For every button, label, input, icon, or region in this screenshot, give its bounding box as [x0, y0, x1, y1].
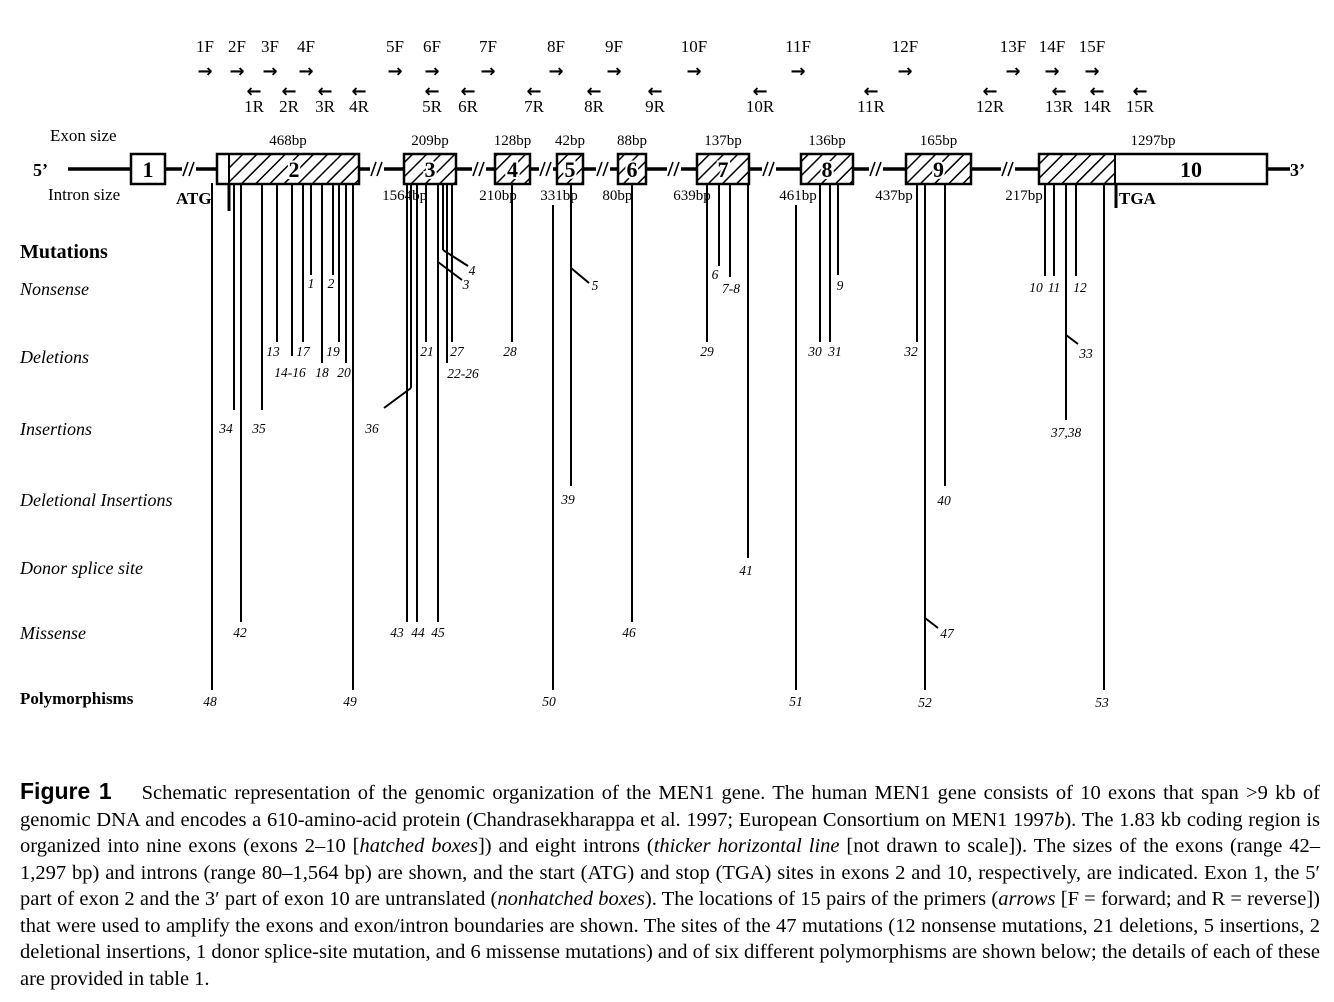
mutation-label: 29 — [700, 344, 714, 359]
primer-reverse-label: 4R — [349, 97, 369, 116]
arrow-right-icon: → — [229, 61, 245, 82]
intron-size: 461bp — [779, 188, 817, 204]
primer-forward-label: 5F — [386, 37, 404, 56]
category-donor-splice-site: Donor splice site — [20, 558, 143, 578]
primer-forward-label: 10F — [680, 37, 708, 56]
mutation-label: 34 — [219, 421, 233, 436]
primer-reverse-label: 12R — [975, 97, 1005, 116]
arrow-left-icon: ← — [1051, 81, 1067, 102]
arrow-right-icon: → — [897, 61, 913, 82]
exon-size: 42bp — [555, 133, 585, 149]
exon-3 — [404, 154, 456, 184]
primer-forward-label: 4F — [297, 37, 315, 56]
mutation-label: 37,38 — [1050, 425, 1082, 440]
exon-number: 7 — [717, 157, 729, 182]
mutation-label: 1 — [307, 276, 315, 291]
category-deletional-insertions: Deletional Insertions — [20, 490, 173, 510]
mutation-label: 18 — [315, 365, 329, 380]
primer-reverse-label: 1R — [244, 97, 264, 116]
arrow-left-icon: ← — [460, 81, 476, 102]
mutation-label: 14-16 — [274, 365, 306, 380]
arrow-left-icon: ← — [351, 81, 367, 102]
intron-size: 217bp — [1005, 188, 1043, 204]
exon-number: 5 — [564, 157, 576, 182]
intron-size-labels — [382, 188, 1043, 204]
exon-number: 1 — [142, 157, 154, 182]
exon-10 — [1039, 154, 1267, 184]
exon-number: 10 — [1180, 157, 1202, 182]
primer-reverse-label: 9R — [645, 97, 665, 116]
intron-size: 1564bp — [382, 188, 428, 204]
primer-forward-label: 2F — [228, 37, 246, 56]
mutation-label: 51 — [789, 694, 803, 709]
primer-reverse-label: 8R — [584, 97, 604, 116]
arrow-left-icon: ← — [424, 81, 440, 102]
primer-reverse-label: 5R — [422, 97, 442, 116]
arrow-right-icon: → — [790, 61, 806, 82]
mutation-label: 47 — [940, 626, 954, 641]
exon-size: 137bp — [704, 133, 742, 149]
primer-reverse-label: 14R — [1082, 97, 1112, 116]
forward-primers — [196, 37, 1105, 82]
exon-2 — [217, 154, 359, 184]
arrow-right-icon: → — [1044, 61, 1060, 82]
arrow-right-icon: → — [1084, 61, 1100, 82]
caption-text: Schematic representation of the genomic organization of the MEN1 gene. The human MEN1 gene consists of 10 exons that span >9 kb of genomic DNA and encodes a 610-amino-acid protein (Chandrasekharappa et al. 1997; European Consortium on MEN1 1997b). The 1.83 kb coding region is organized into nine exons (exons 2–10 [hatched boxes]) and eight introns (thicker horizontal line [not drawn to scale]). The sizes of the exons (range 42–1,297 bp) and introns (range 80–1,564 bp) are shown, and the start (ATG) and stop (TGA) sites in exons 2 and 10, respectively, are indicated. Exon 1, the 5′ part of exon 2 and the 3′ part of exon 10 are untranslated (nonhatched boxes). The locations of 15 pairs of the primers (arrows [F = forward; and R = reverse]) that were used to amplify the exons and exon/intron boundaries are shown. The sites of the 47 mutations (12 nonsense mutations, 21 deletions, 5 insertions, 2 deletional insertions, 1 donor splice-site mutation, and 6 missense mutations) and of six different polymorphisms are shown below; the details of each of these are provided in table 1. — [20, 782, 1321, 990]
mutation-label: 33 — [1079, 346, 1093, 361]
primer-forward-label: 9F — [605, 37, 623, 56]
arrow-left-icon: ← — [526, 81, 542, 102]
figure-label: Figure 1 — [20, 778, 112, 804]
atg-label: ATG — [176, 189, 212, 208]
mutation-label: 41 — [739, 563, 753, 578]
mutation-label: 28 — [503, 344, 517, 359]
arrow-right-icon: → — [197, 61, 213, 82]
exon-1 — [131, 154, 165, 184]
arrow-right-icon: → — [548, 61, 564, 82]
category-missense: Missense — [20, 623, 86, 643]
primer-reverse-label: 2R — [279, 97, 299, 116]
five-prime-label: 5’ — [33, 160, 48, 180]
arrow-right-icon: → — [606, 61, 622, 82]
primer-reverse-label: 11R — [857, 97, 885, 116]
intron-size: 437bp — [875, 188, 913, 204]
exon-4 — [495, 154, 530, 184]
primer-forward-label: 8F — [547, 37, 565, 56]
mutation-site-lines — [212, 183, 1104, 690]
exon-size: 128bp — [493, 133, 532, 149]
exon-size: 136bp — [808, 133, 846, 149]
mutation-label: 22-26 — [447, 366, 479, 381]
primer-forward-label: 14F — [1038, 37, 1066, 56]
mutation-label: 20 — [337, 365, 351, 380]
primer-forward-label: 1F — [196, 37, 214, 56]
mutation-label: 21 — [420, 344, 434, 359]
mutation-label: 2 — [327, 276, 335, 291]
mutation-label: 3 — [462, 277, 470, 292]
exon-size: 209bp — [411, 133, 449, 149]
exon-6 — [618, 154, 646, 184]
mutation-label: 36 — [365, 421, 379, 436]
primer-reverse-label: 13R — [1044, 97, 1074, 116]
mutation-label: 42 — [233, 625, 247, 640]
category-polymorphisms: Polymorphisms — [20, 689, 134, 708]
mutation-label: 45 — [431, 625, 445, 640]
exon-9 — [906, 154, 971, 184]
mutation-label: 35 — [252, 421, 266, 436]
mutation-label: 49 — [343, 694, 357, 709]
primer-forward-label: 6F — [423, 37, 441, 56]
exons — [131, 154, 1267, 184]
figure-caption — [20, 778, 1320, 992]
arrow-left-icon: ← — [647, 81, 663, 102]
arrow-left-icon: ← — [281, 81, 297, 102]
mutation-label: 12 — [1073, 280, 1087, 295]
primer-forward-label: 12F — [891, 37, 919, 56]
exon-number: 3 — [424, 157, 436, 182]
primer-forward-label: 13F — [999, 37, 1027, 56]
mutation-label: 30 — [808, 344, 822, 359]
primer-forward-label: 7F — [479, 37, 497, 56]
exon-size: 1297bp — [1130, 133, 1176, 149]
primer-reverse-label: 15R — [1125, 97, 1155, 116]
mutation-label: 53 — [1095, 695, 1109, 710]
intron-size: 639bp — [673, 188, 711, 204]
mutation-label: 31 — [828, 344, 842, 359]
exon-number: 9 — [933, 157, 944, 182]
arrow-right-icon: → — [262, 61, 278, 82]
arrow-left-icon: ← — [863, 81, 879, 102]
exon-size-label: Exon size — [50, 126, 117, 145]
primer-forward-label: 15F — [1078, 37, 1106, 56]
intron-size: 80bp — [602, 188, 633, 204]
mutation-label: 10 — [1029, 280, 1043, 295]
intron-size: 210bp — [479, 188, 517, 204]
arrow-right-icon: → — [387, 61, 403, 82]
exon-size-labels — [269, 133, 1175, 149]
mutation-label: 6 — [711, 267, 719, 282]
exon-8 — [801, 154, 853, 184]
arrow-left-icon: ← — [1089, 81, 1105, 102]
mutation-label: 4 — [468, 263, 476, 278]
primer-reverse-label: 3R — [315, 97, 335, 116]
primer-reverse-label: 6R — [458, 97, 478, 116]
arrow-right-icon: → — [1005, 61, 1021, 82]
exon-number: 4 — [507, 157, 518, 182]
mutation-label: 39 — [561, 492, 575, 507]
exon-number: 8 — [821, 157, 833, 182]
arrow-left-icon: ← — [982, 81, 998, 102]
reverse-primers — [244, 81, 1155, 116]
exon-size: 468bp — [269, 133, 307, 149]
intron-size: 331bp — [540, 188, 578, 204]
mutation-label: 11 — [1047, 280, 1061, 295]
three-prime-label: 3’ — [1290, 160, 1305, 180]
exon-5 — [557, 154, 583, 184]
mutation-label: 46 — [622, 625, 636, 640]
arrow-right-icon: → — [424, 61, 440, 82]
mutation-label: 7-8 — [722, 281, 740, 296]
mutations-heading: Mutations — [20, 241, 108, 263]
exon-size: 165bp — [919, 133, 958, 149]
primer-reverse-label: 7R — [524, 97, 544, 116]
primer-reverse-label: 10R — [745, 97, 775, 116]
mutation-label: 9 — [836, 278, 844, 293]
exon-number: 2 — [288, 157, 300, 182]
mutation-label: 40 — [937, 493, 951, 508]
mutation-label: 50 — [542, 694, 556, 709]
arrow-right-icon: → — [480, 61, 496, 82]
arrow-right-icon: → — [686, 61, 702, 82]
mutation-label: 19 — [326, 344, 340, 359]
mutation-label: 17 — [296, 344, 310, 359]
mutation-label: 44 — [411, 625, 425, 640]
mutation-label: 5 — [591, 278, 599, 293]
exon-size: 88bp — [617, 133, 647, 149]
arrow-left-icon: ← — [317, 81, 333, 102]
arrow-left-icon: ← — [1132, 81, 1148, 102]
mutation-label: 43 — [390, 625, 404, 640]
mutation-label: 52 — [918, 695, 932, 710]
mutation-label: 13 — [266, 344, 280, 359]
primer-forward-label: 11F — [785, 37, 811, 56]
category-insertions: Insertions — [20, 419, 92, 439]
arrow-left-icon: ← — [586, 81, 602, 102]
mutation-label: 27 — [450, 344, 464, 359]
category-deletions: Deletions — [20, 347, 89, 367]
primer-forward-label: 3F — [261, 37, 279, 56]
exon-7 — [697, 154, 749, 184]
mutation-label: 48 — [203, 694, 217, 709]
exon-number: 6 — [626, 157, 638, 182]
mutation-label: 32 — [904, 344, 918, 359]
arrow-right-icon: → — [298, 61, 314, 82]
intron-size-label: Intron size — [48, 185, 121, 204]
category-nonsense: Nonsense — [20, 279, 89, 299]
tga-label: TGA — [1119, 189, 1156, 208]
arrow-left-icon: ← — [752, 81, 768, 102]
arrow-left-icon: ← — [246, 81, 262, 102]
